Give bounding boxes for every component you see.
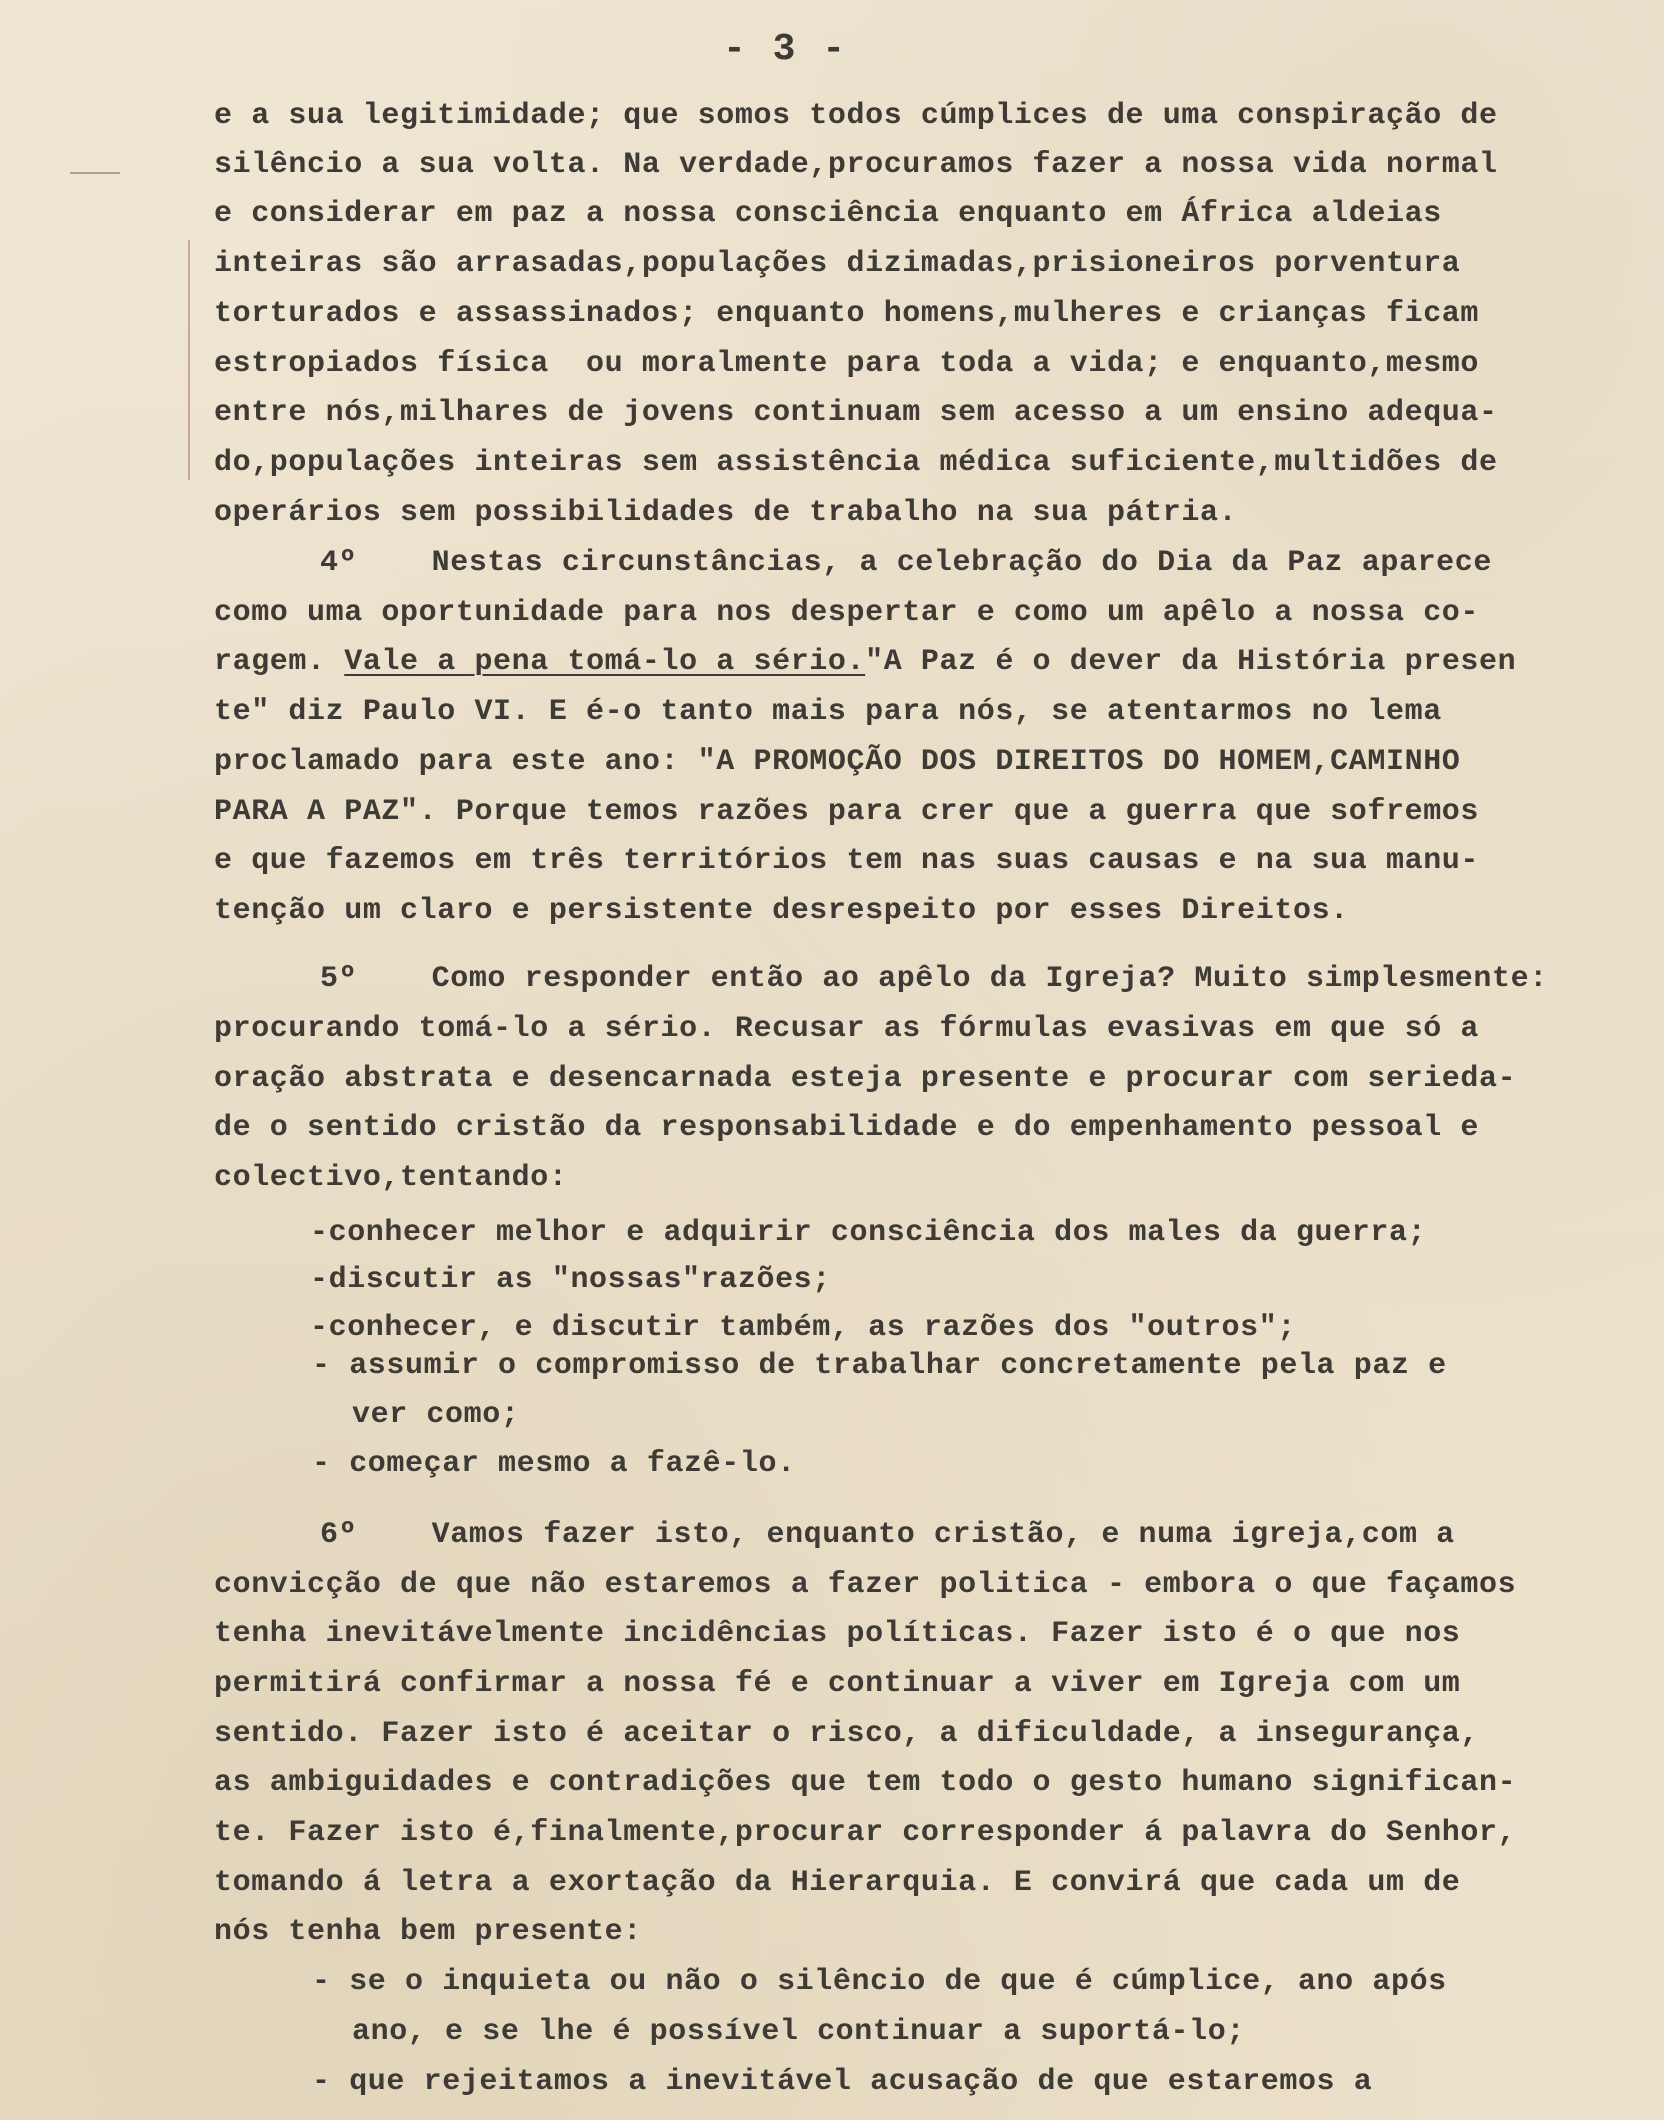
- text-line: e a sua legitimidade; que somos todos cúmplices de uma conspiração de: [214, 99, 1498, 133]
- page-number: - 3 -: [722, 28, 848, 71]
- list-item: - começar mesmo a fazê-lo.: [312, 1447, 796, 1481]
- text-line: nós tenha bem presente:: [214, 1915, 642, 1949]
- text-line: torturados e assassinados; enquanto homens,mulheres e crianças ficam: [214, 297, 1479, 331]
- list-item: -conhecer, e discutir também, as razões dos "outros";: [310, 1311, 1296, 1345]
- text-line: colectivo,tentando:: [214, 1161, 568, 1195]
- text-line: e considerar em paz a nossa consciência enquanto em África aldeias: [214, 197, 1442, 231]
- text-line: oração abstrata e desencarnada esteja presente e procurar com serieda-: [214, 1062, 1517, 1096]
- text-line-with-underline: [214, 642, 1516, 682]
- text-line: te. Fazer isto é,finalmente,procurar corresponder á palavra do Senhor,: [214, 1816, 1517, 1850]
- text-line: PARA A PAZ". Porque temos razões para crer que a guerra que sofremos: [214, 795, 1479, 829]
- paragraph-5-first-line: 5º Como responder então ao apêlo da Igreja? Muito simplesmente:: [320, 962, 1548, 996]
- text-line: tomando á letra a exortação da Hierarquia. E convirá que cada um de: [214, 1866, 1461, 1900]
- list-item: -discutir as "nossas"razões;: [310, 1263, 831, 1297]
- text-line: e que fazemos em três territórios tem nas suas causas e na sua manu-: [214, 844, 1479, 878]
- margin-pencil-mark: [70, 172, 120, 174]
- text-line: tenha inevitávelmente incidências políticas. Fazer isto é o que nos: [214, 1617, 1461, 1651]
- text-line: permitirá confirmar a nossa fé e continuar a viver em Igreja com um: [214, 1667, 1461, 1701]
- text-line: como uma oportunidade para nos despertar e como um apêlo a nossa co-: [214, 596, 1479, 630]
- text-line: procurando tomá-lo a sério. Recusar as fórmulas evasivas em que só a: [214, 1012, 1479, 1046]
- text-line: operários sem possibilidades de trabalho na sua pátria.: [214, 496, 1238, 530]
- text-line: proclamado para este ano: "A PROMOÇÃO DOS DIREITOS DO HOMEM,CAMINHO: [214, 745, 1461, 779]
- text-line: as ambiguidades e contradições que tem todo o gesto humano significan-: [214, 1766, 1517, 1800]
- text-line: do,populações inteiras sem assistência médica suficiente,multidões de: [214, 446, 1498, 480]
- list-item: -conhecer melhor e adquirir consciência dos males da guerra;: [310, 1216, 1427, 1250]
- text-segment: "A Paz é o dever da História presen: [865, 645, 1517, 679]
- text-line: sentido. Fazer isto é aceitar o risco, a dificuldade, a insegurança,: [214, 1717, 1479, 1751]
- list-item: - assumir o compromisso de trabalhar concretamente pela paz e: [312, 1349, 1447, 1383]
- margin-bracket-mark: [188, 240, 190, 480]
- list-item-continuation: ver como;: [352, 1398, 520, 1432]
- text-line: inteiras são arrasadas,populações dizimadas,prisioneiros porventura: [214, 247, 1461, 281]
- text-line: tenção um claro e persistente desrespeito por esses Direitos.: [214, 894, 1349, 928]
- paragraph-6-first-line: 6º Vamos fazer isto, enquanto cristão, e numa igreja,com a: [320, 1518, 1455, 1552]
- list-item: - se o inquieta ou não o silêncio de que é cúmplice, ano após: [312, 1965, 1447, 1999]
- list-item-continuation: ano, e se lhe é possível continuar a suportá-lo;: [352, 2015, 1245, 2049]
- text-line: te" diz Paulo VI. E é-o tanto mais para nós, se atentarmos no lema: [214, 695, 1442, 729]
- list-item: - que rejeitamos a inevitável acusação de que estaremos a: [312, 2065, 1373, 2099]
- text-line: entre nós,milhares de jovens continuam sem acesso a um ensino adequa-: [214, 396, 1498, 430]
- text-line: estropiados física ou moralmente para toda a vida; e enquanto,mesmo: [214, 347, 1479, 381]
- paragraph-4-first-line: 4º Nestas circunstâncias, a celebração do Dia da Paz aparece: [320, 546, 1492, 580]
- text-segment: ragem.: [214, 645, 326, 679]
- text-line: convicção de que não estaremos a fazer politica - embora o que façamos: [214, 1568, 1517, 1602]
- text-line: de o sentido cristão da responsabilidade e do empenhamento pessoal e: [214, 1111, 1479, 1145]
- underlined-phrase: Vale a pena tomá-lo a sério.: [344, 645, 866, 679]
- text-line: silêncio a sua volta. Na verdade,procuramos fazer a nossa vida normal: [214, 148, 1498, 182]
